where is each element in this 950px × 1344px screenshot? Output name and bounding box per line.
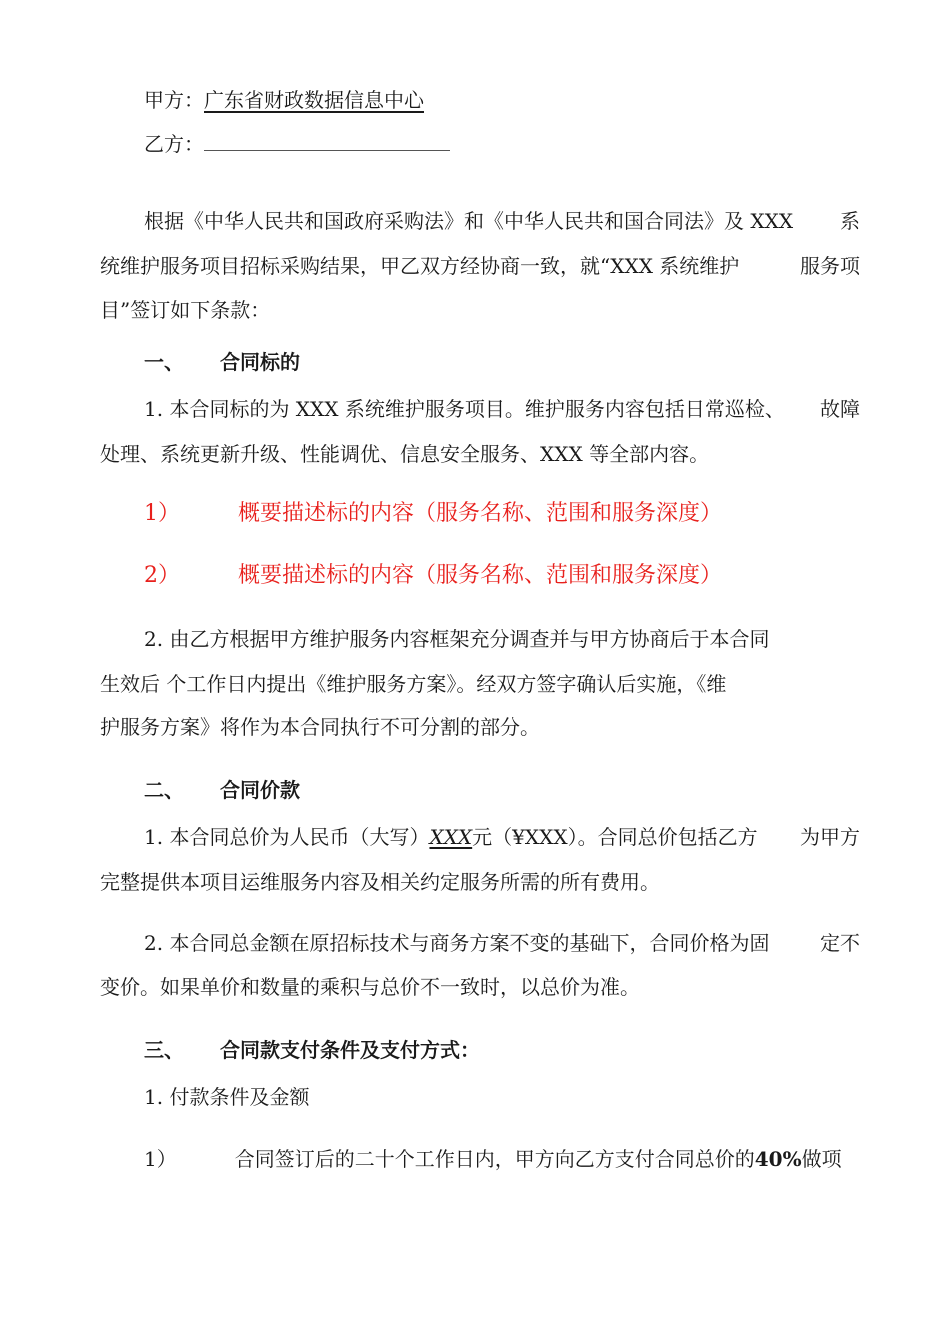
sec3-item-1-percent: 40% — [754, 1147, 802, 1171]
section-3-title: 合同款支付条件及支付方式： — [220, 1038, 480, 1062]
sec3-sub-1-text: 1. 付款条件及金额 — [144, 1085, 310, 1109]
sec2-p1-line-1 — [144, 823, 860, 851]
sec3-item-1 — [144, 1145, 842, 1173]
party-a-value: 广东省财政数据信息中心 — [204, 88, 424, 112]
party-a-label: 甲方： — [144, 88, 204, 112]
intro-line-2-main: 统维护服务项目招标采购结果，甲乙双方经协商一致，就“XXX 系统维护 — [100, 254, 740, 278]
party-b-label: 乙方： — [144, 132, 204, 156]
sec1-item-1 — [144, 500, 722, 528]
sec2-p1-price-value: XXX — [429, 825, 473, 849]
sec1-item-2 — [144, 562, 722, 590]
sec1-p2-line-3-text: 护服务方案》将作为本合同执行不可分割的部分。 — [100, 715, 540, 739]
intro-line-2 — [100, 252, 860, 280]
sec2-p2-line-2 — [100, 973, 640, 1001]
sec1-p2-line-2-text: 生效后 个工作日内提出《维护服务方案》。经双方签字确认后实施，《维 — [100, 672, 727, 696]
intro-line-2-tail: 服务项 — [800, 254, 860, 278]
sec2-p1-line-1-tail: 为甲方 — [800, 825, 860, 849]
sec2-p2-line-1-main: 2. 本合同总金额在原招标技术与商务方案不变的基础下，合同价格为固 — [144, 931, 770, 955]
section-1-title: 合同标的 — [220, 350, 300, 374]
sec3-item-1-tail: 做项 — [801, 1147, 842, 1171]
section-2-heading — [144, 776, 300, 804]
section-1-heading — [144, 348, 300, 376]
sec3-sub-1 — [144, 1083, 309, 1111]
sec1-p2-line-1 — [144, 625, 769, 653]
sec1-item-1-text: 概要描述标的内容（服务名称、范围和服务深度） — [238, 501, 723, 526]
sec2-p2-line-1-tail: 定不 — [820, 931, 860, 955]
sec2-p2-line-2-text: 变价。如果单价和数量的乘积与总价不一致时，以总价为准。 — [100, 975, 640, 999]
intro-line-1-tail: 系 — [840, 209, 860, 233]
intro-line-3-text: 目”签订如下条款： — [100, 298, 271, 322]
party-b-line — [144, 130, 450, 158]
intro-line-3 — [100, 296, 270, 324]
intro-line-1-main: 根据《中华人民共和国政府采购法》和《中华人民共和国合同法》及 XXX — [144, 209, 794, 233]
sec2-p1-price-suffix: 元（¥XXX）。合同总价包括乙方 — [472, 825, 758, 849]
section-1-number: 一、 — [144, 350, 184, 374]
sec2-p1-line-1-main — [144, 823, 758, 851]
sec2-p1-line-2 — [100, 868, 660, 896]
intro-line-1 — [144, 207, 860, 235]
sec2-p1-line-2-text: 完整提供本项目运维服务内容及相关约定服务所需的所有费用。 — [100, 870, 660, 894]
sec1-p1-line-2-text: 处理、系统更新升级、性能调优、信息安全服务、XXX 等全部内容。 — [100, 442, 710, 466]
sec1-p1-line-1-main: 1. 本合同标的为 XXX 系统维护服务项目。维护服务内容包括日常巡检、 — [144, 397, 785, 421]
sec1-p1-line-1-tail: 故障 — [820, 397, 860, 421]
sec1-item-2-text: 概要描述标的内容（服务名称、范围和服务深度） — [238, 563, 723, 588]
sec1-p1-line-2 — [100, 440, 709, 468]
sec1-item-1-number: 1） — [144, 501, 180, 526]
sec1-p1-line-1 — [144, 395, 860, 423]
section-2-title: 合同价款 — [220, 778, 300, 802]
sec1-item-2-number: 2） — [144, 563, 180, 588]
party-b-blank — [204, 132, 450, 151]
party-a-line — [144, 86, 424, 114]
section-3-number: 三、 — [144, 1038, 184, 1062]
sec1-p2-line-3 — [100, 713, 540, 741]
sec3-item-1-number: 1） — [144, 1147, 177, 1171]
section-2-number: 二、 — [144, 778, 184, 802]
sec2-p1-price-prefix: 1. 本合同总价为人民币（大写） — [144, 825, 430, 849]
sec3-item-1-text: 合同签订后的二十个工作日内，甲方向乙方支付合同总价的 — [234, 1147, 755, 1171]
sec1-p2-line-2 — [100, 670, 726, 698]
sec2-p2-line-1 — [144, 929, 860, 957]
section-3-heading — [144, 1036, 480, 1064]
sec1-p2-line-1-text: 2. 由乙方根据甲方维护服务内容框架充分调查并与甲方协商后于本合同 — [144, 627, 770, 651]
